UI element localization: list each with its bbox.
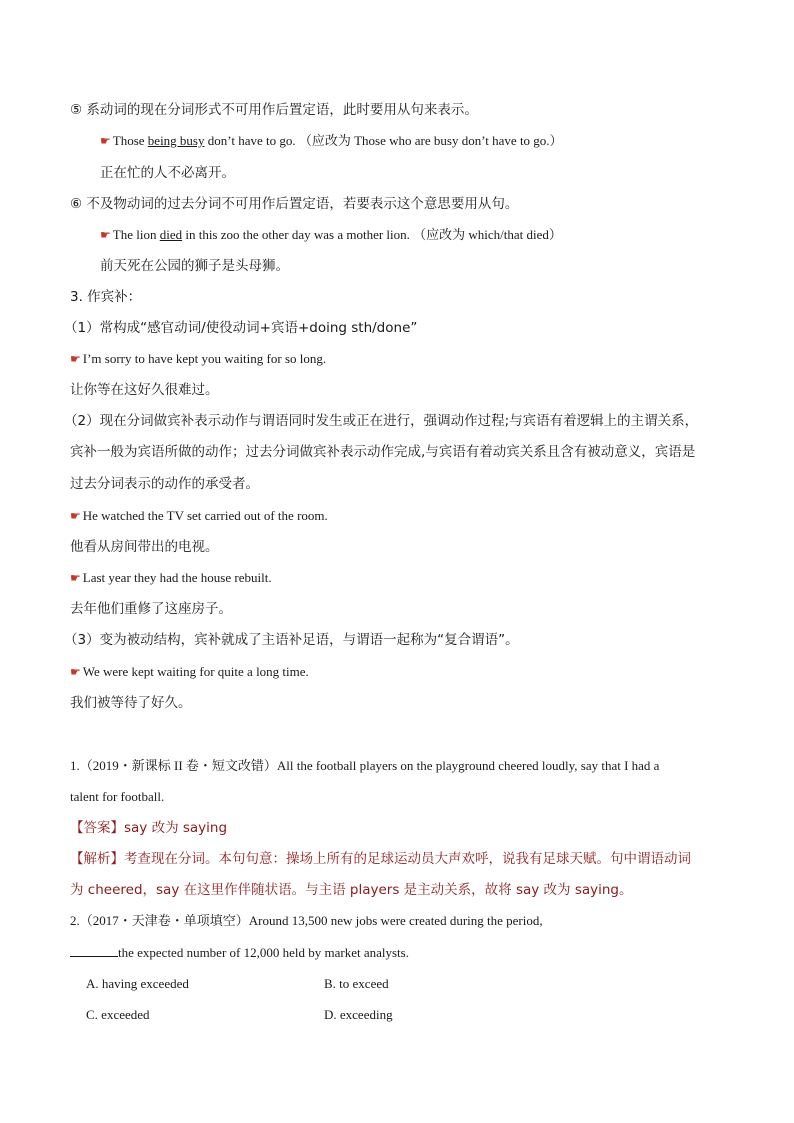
rule5-heading (70, 100, 478, 120)
option-a: A. having exceeded (86, 976, 189, 991)
question2-line1: 2.（2017・天津卷・单项填空）Around 13,500 new jobs were created during the period, (70, 913, 543, 928)
answer-text: say 改为 saying (124, 820, 228, 836)
option-b: B. to exceed (324, 976, 389, 991)
section3-point2-line2: 宾补一般为宾语所做的动作；过去分词做宾补表示动作完成,与宾语有着动宾关系且含有被动意义，宾语是 (70, 444, 696, 460)
pointing-hand-icon: ☛ (70, 665, 81, 679)
pointing-hand-icon: ☛ (100, 228, 111, 242)
section3-example4: ☛ We were kept waiting for quite a long time. (70, 664, 309, 679)
underlined-word: died (159, 227, 183, 242)
section3-point1: （1）常构成“感官动词/使役动词+宾语+doing sth/done” (64, 320, 418, 336)
question2-line2: the expected number of 12,000 held by market analysts. (70, 943, 409, 963)
question1-answer (70, 818, 227, 838)
explanation-label: 【解析】 (70, 851, 124, 867)
question1-line1: 1.（2019・新课标 II 卷・短文改错）All the football players on the playground cheered loudly, say that I had a (70, 758, 660, 773)
question1-line2: talent for football. (70, 789, 165, 804)
pointing-hand-icon: ☛ (70, 352, 81, 366)
section3-translation1: 让你等在这好久很难过。 (70, 382, 219, 398)
answer-blank (70, 944, 118, 957)
section3-example3: ☛ Last year they had the house rebuilt. (70, 570, 272, 585)
question1-explanation-line1: 【解析】考查现在分词。本句句意：操场上所有的足球运动员大声欢呼，说我有足球天赋。句中谓语动词 (70, 851, 691, 867)
section3-translation4: 我们被等待了好久。 (70, 695, 192, 711)
option-c: C. exceeded (86, 1007, 150, 1022)
section3-point2-line1: （2）现在分词做宾补表示动作与谓语同时发生或正在进行，强调动作过程;与宾语有着逻辑上的主谓关系， (64, 413, 699, 429)
rule6-heading (70, 194, 518, 214)
rule5-example: ☛ Those being busy don’t have to go. （应改为 Those who are busy don’t have to go.） (100, 133, 563, 148)
section3-example1: ☛ I’m sorry to have kept you waiting for so long. (70, 351, 327, 366)
underlined-phrase: being busy (147, 133, 205, 148)
section3-example2: ☛ He watched the TV set carried out of the room. (70, 508, 328, 523)
answer-label: 【答案】 (70, 820, 124, 836)
section3-point2-line3: 过去分词表示的动作的承受者。 (70, 476, 259, 492)
section3-point3: （3）变为被动结构，宾补就成了主语补足语，与谓语一起称为“复合谓语”。 (64, 632, 519, 648)
option-d: D. exceeding (324, 1007, 393, 1022)
rule6-translation: 前天死在公园的狮子是头母狮。 (100, 258, 289, 274)
pointing-hand-icon: ☛ (100, 134, 111, 148)
rule5-translation: 正在忙的人不必离开。 (100, 165, 235, 181)
rule6-text: 不及物动词的过去分词不可用作后置定语，若要表示这个意思要用从句。 (82, 196, 519, 212)
rule5-number: ⑤ (70, 102, 83, 118)
section3-translation3: 去年他们重修了这座房子。 (70, 601, 232, 617)
section3-translation2: 他看从房间带出的电视。 (70, 539, 219, 555)
rule6-number: ⑥ (70, 196, 83, 212)
question1-explanation-line2: 为 cheered，say 在这里作伴随状语。与主语 players 是主动关系，故将 say 改为 saying。 (70, 882, 633, 898)
rule5-text: 系动词的现在分词形式不可用作后置定语，此时要用从句来表示。 (82, 102, 478, 118)
pointing-hand-icon: ☛ (70, 571, 81, 585)
rule6-example: ☛ The lion died in this zoo the other day was a mother lion. （应改为 which/that died） (100, 227, 562, 242)
pointing-hand-icon: ☛ (70, 509, 81, 523)
section3-title: 3. 作宾补： (70, 289, 142, 305)
